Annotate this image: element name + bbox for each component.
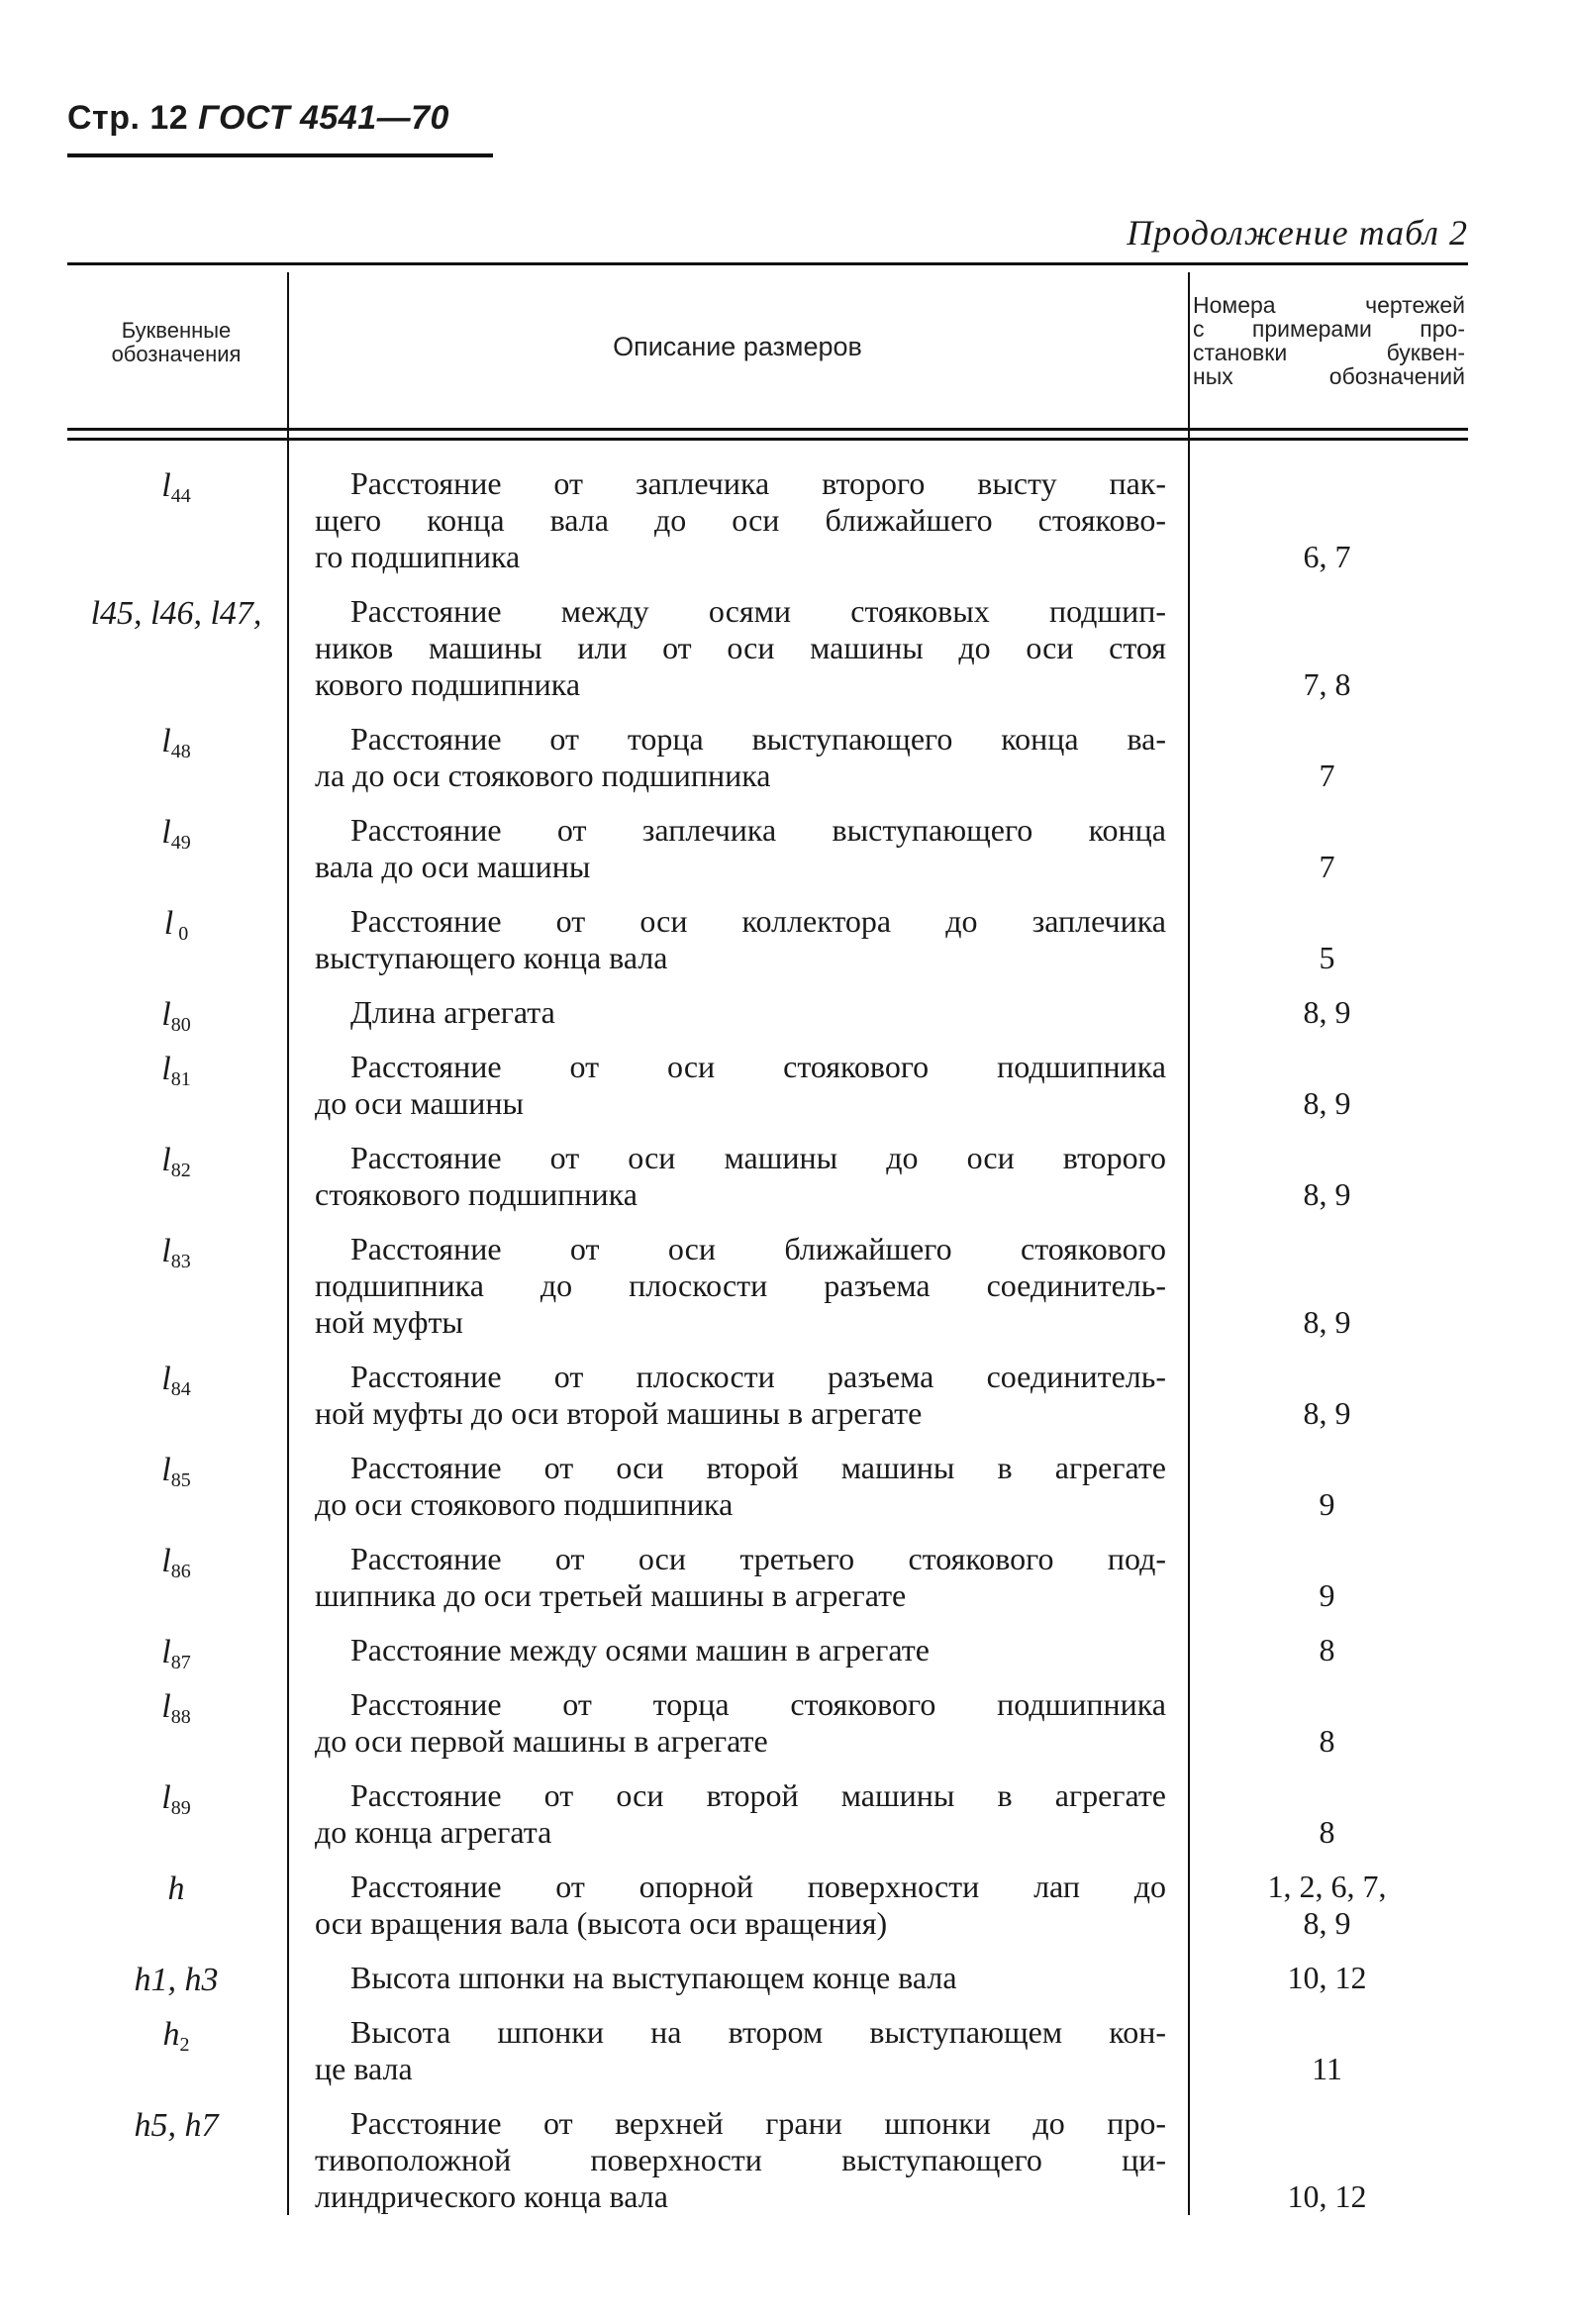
drawing-numbers: 11 <box>1312 2051 1342 2086</box>
header-line: ных обозначений <box>1193 363 1465 389</box>
table-row <box>67 903 1468 976</box>
table-continuation-caption: Продолжение табл 2 <box>1127 213 1468 253</box>
drawing-numbers-cell <box>1191 1304 1463 1341</box>
description-line: линдрического конца вала <box>315 2178 668 2214</box>
table-row <box>67 721 1468 794</box>
symbol-cell <box>67 905 285 946</box>
description-line: Расстояние от оси второй машины в агрегате <box>350 1777 1166 1813</box>
drawing-numbers: 10, 12 <box>1287 2178 1367 2214</box>
symbol-letter: l <box>161 1452 171 1488</box>
description-line: тивоположной поверхности выступающего ци- <box>315 2142 1166 2177</box>
symbol-cell <box>67 1233 285 1273</box>
description-cell <box>315 721 1166 794</box>
table-row <box>67 593 1468 703</box>
description-line: Высота шпонки на втором выступающем кон- <box>350 2014 1166 2050</box>
symbol-letter: h <box>167 1870 185 1907</box>
table-row <box>67 2014 1468 2087</box>
description-cell <box>315 1777 1166 1851</box>
description-line: до конца агрегата <box>315 1814 552 1850</box>
symbol-subscript: 84 <box>170 1378 191 1400</box>
table-row <box>67 1869 1468 1942</box>
description-line: ла до оси стоякового подшипника <box>315 758 771 793</box>
drawing-numbers-cell <box>1191 1577 1463 1614</box>
description-line: Высота шпонки на выступающем конце вала <box>350 1960 957 1995</box>
drawing-numbers-cell <box>1191 1723 1463 1760</box>
header-line: обозначения <box>111 342 242 366</box>
description-line: до оси стоякового подшипника <box>315 1486 734 1522</box>
header-line: с примерами про- <box>1193 316 1465 342</box>
standard-number: ГОСТ 4541—70 <box>198 99 449 137</box>
drawing-numbers-cell <box>1191 1395 1463 1432</box>
symbol-cell <box>67 1361 285 1401</box>
drawing-numbers: 9 <box>1319 1486 1335 1522</box>
symbol-letter: l <box>163 905 174 942</box>
symbol-subscript: 89 <box>170 1797 191 1819</box>
description-line: Расстояние от оси третьего стоякового под- <box>350 1541 1166 1576</box>
drawing-numbers-cell <box>1191 1960 1463 1996</box>
symbol-cell <box>67 1779 285 1820</box>
table-row <box>67 994 1468 1036</box>
description-line: Расстояние от заплечика второго высту пак- <box>350 465 1166 501</box>
drawing-numbers-cell <box>1191 1486 1463 1523</box>
table-body <box>67 465 1468 2233</box>
drawing-numbers: 7, 8 <box>1303 666 1351 702</box>
description-cell <box>315 812 1166 885</box>
drawing-numbers: 8, 9 <box>1303 1395 1351 1431</box>
symbol-subscript: 2 <box>179 2034 190 2056</box>
symbol-cell <box>67 1688 285 1729</box>
symbol-letter: l <box>161 1688 171 1725</box>
symbol-subscript: 80 <box>170 1014 191 1036</box>
symbol-letter: l <box>161 723 171 759</box>
drawing-numbers: 10, 12 <box>1287 1960 1367 1995</box>
description-line: ной муфты <box>315 1304 463 1340</box>
description-cell <box>315 1686 1166 1760</box>
description-cell <box>315 1960 1166 1996</box>
symbol-letter: l45, l46, l47, <box>90 595 262 632</box>
drawing-numbers-cell <box>1191 1632 1463 1668</box>
symbol-subscript: 85 <box>170 1469 191 1491</box>
table-row <box>67 1632 1468 1673</box>
table-row <box>67 1450 1468 1523</box>
symbol-cell <box>67 1142 285 1182</box>
symbol-subscript: 48 <box>170 741 191 762</box>
description-line: ной муфты до оси второй машины в агрегате <box>315 1395 923 1431</box>
symbol-cell <box>67 1543 285 1583</box>
description-line: Длина агрегата <box>350 994 555 1030</box>
drawing-numbers-cell <box>1191 994 1463 1031</box>
symbol-letter: l <box>161 1543 171 1579</box>
symbol-letter: l <box>161 996 171 1033</box>
drawing-numbers: 9 <box>1319 1577 1335 1613</box>
drawing-numbers-cell <box>1191 539 1463 575</box>
symbol-cell <box>67 996 285 1037</box>
description-line: кового подшипника <box>315 666 581 702</box>
drawing-numbers-cell <box>1191 758 1463 794</box>
drawing-numbers: 8, 9 <box>1303 994 1351 1030</box>
description-cell <box>315 465 1166 575</box>
drawing-numbers-cell <box>1191 849 1463 885</box>
symbol-letter: l <box>161 1142 171 1178</box>
symbol-letter: h <box>162 2016 180 2053</box>
drawing-numbers: 5 <box>1319 940 1335 975</box>
table-row <box>67 1960 1468 1996</box>
symbol-letter: l <box>161 814 171 851</box>
drawing-numbers-cell <box>1191 666 1463 703</box>
description-line: Расстояние от оси стоякового подшипника <box>350 1049 1166 1084</box>
symbol-subscript: 82 <box>170 1160 191 1181</box>
drawing-numbers: 8 <box>1319 1723 1335 1759</box>
description-line: выступающего конца вала <box>315 940 668 975</box>
description-line: шипника до оси третьей машины в агрегате <box>315 1577 907 1613</box>
drawing-numbers-cell <box>1191 1085 1463 1122</box>
symbol-cell <box>67 814 285 855</box>
table-header-rule <box>67 428 1468 431</box>
description-line: Расстояние от заплечика выступающего конца <box>350 812 1166 848</box>
table-row <box>67 1231 1468 1341</box>
drawing-numbers: 1, 2, 6, 7, <box>1267 1869 1387 1904</box>
symbol-cell <box>67 723 285 763</box>
description-line: Расстояние от оси коллектора до заплечика <box>350 903 1166 939</box>
column-header-description: Описание размеров <box>613 332 862 361</box>
symbol-letter: l <box>161 1634 171 1670</box>
symbol-letter: l <box>161 1051 171 1087</box>
symbol-letter: l <box>161 467 171 504</box>
symbol-cell <box>67 2016 285 2057</box>
description-cell <box>315 903 1166 976</box>
symbol-subscript: 44 <box>170 485 191 507</box>
description-cell <box>315 593 1166 703</box>
table-row <box>67 1541 1468 1614</box>
drawing-numbers: 7 <box>1319 849 1335 884</box>
header-line: Буквенные <box>121 318 232 343</box>
drawing-numbers-cell <box>1191 2051 1463 2087</box>
drawing-numbers-cell <box>1191 2178 1463 2215</box>
symbol-letter: h5, h7 <box>134 2107 219 2144</box>
drawing-numbers-cell <box>1191 1814 1463 1851</box>
description-cell <box>315 1359 1166 1432</box>
description-line: це вала <box>315 2051 413 2086</box>
description-cell <box>315 2014 1166 2087</box>
header-line: становки буквен- <box>1193 340 1465 365</box>
description-line: го подшипника <box>315 539 521 574</box>
description-line: до оси машины <box>315 1085 525 1121</box>
description-line: подшипника до плоскости разъема соединитель- <box>315 1267 1166 1303</box>
symbol-cell <box>67 467 285 508</box>
header-rule <box>67 153 493 157</box>
table-header-rule-double <box>67 438 1468 441</box>
symbol-cell <box>67 1452 285 1492</box>
description-line: Расстояние от верхней грани шпонки до про- <box>350 2105 1166 2141</box>
description-cell <box>315 1450 1166 1523</box>
page-header <box>67 99 449 138</box>
table-row <box>67 2105 1468 2215</box>
table-row <box>67 1359 1468 1432</box>
description-line: Расстояние от плоскости разъема соединитель- <box>350 1359 1166 1394</box>
description-line: Расстояние от торца выступающего конца ва- <box>350 721 1166 757</box>
drawing-numbers: 8 <box>1319 1632 1335 1667</box>
table-row <box>67 812 1468 885</box>
description-cell <box>315 1632 1166 1668</box>
header-line: Номера чертежей <box>1193 292 1465 318</box>
symbol-cell <box>67 1962 285 1999</box>
drawing-numbers: 8, 9 <box>1303 1176 1351 1212</box>
column-header-symbols <box>67 319 285 366</box>
drawing-numbers: 6, 7 <box>1303 539 1351 574</box>
description-cell <box>315 1231 1166 1341</box>
description-line: Расстояние между осями стояковых подшип- <box>350 593 1166 629</box>
description-line: Расстояние от опорной поверхности лап до <box>350 1869 1166 1904</box>
description-line: щего конца вала до оси ближайшего стояково- <box>315 502 1166 538</box>
symbol-subscript: 83 <box>170 1251 191 1272</box>
description-cell <box>315 1049 1166 1122</box>
drawing-numbers: 8 <box>1319 1814 1335 1850</box>
symbol-subscript: 86 <box>170 1561 191 1582</box>
table-row <box>67 465 1468 575</box>
symbol-letter: l <box>161 1233 171 1269</box>
symbol-subscript: 49 <box>170 832 191 854</box>
description-cell <box>315 1869 1166 1942</box>
table-top-rule <box>67 262 1468 265</box>
symbol-subscript: 88 <box>170 1706 191 1728</box>
symbol-subscript: 81 <box>170 1068 191 1090</box>
drawing-numbers-cell <box>1191 1869 1463 1942</box>
drawing-numbers: 8, 9 <box>1303 1905 1351 1941</box>
symbol-cell <box>67 1634 285 1674</box>
symbol-letter: h1, h3 <box>134 1962 219 1998</box>
description-line: Расстояние от оси второй машины в агрегате <box>350 1450 1166 1485</box>
table-row <box>67 1049 1468 1122</box>
description-line: оси вращения вала (высота оси вращения) <box>315 1905 888 1941</box>
description-line: до оси первой машины в агрегате <box>315 1723 768 1759</box>
page-number: Стр. 12 <box>67 99 189 137</box>
symbol-cell <box>67 1051 285 1091</box>
symbol-subscript: 87 <box>170 1652 191 1673</box>
drawing-numbers-cell <box>1191 1176 1463 1213</box>
description-line: Расстояние от торца стоякового подшипника <box>350 1686 1166 1722</box>
description-line: Расстояние от оси машины до оси второго <box>350 1140 1166 1175</box>
drawing-numbers: 8, 9 <box>1303 1085 1351 1121</box>
drawing-numbers: 8, 9 <box>1303 1304 1351 1340</box>
symbol-cell <box>67 2107 285 2145</box>
symbol-cell <box>67 1870 285 1908</box>
description-cell <box>315 1541 1166 1614</box>
symbol-letter: l <box>161 1361 171 1397</box>
description-cell <box>315 1140 1166 1213</box>
description-cell <box>315 2105 1166 2215</box>
table-row <box>67 1686 1468 1760</box>
description-line: ников машины или от оси машины до оси стоя <box>315 630 1166 665</box>
description-line: вала до оси машины <box>315 849 591 884</box>
description-line: Расстояние от оси ближайшего стоякового <box>350 1231 1166 1266</box>
drawing-numbers-cell <box>1191 940 1463 976</box>
column-header-drawings <box>1193 293 1465 388</box>
table-row <box>67 1140 1468 1213</box>
symbol-cell <box>67 595 285 633</box>
table-row <box>67 1777 1468 1851</box>
description-line: стоякового подшипника <box>315 1176 638 1212</box>
drawing-numbers: 7 <box>1319 758 1335 793</box>
description-cell <box>315 994 1166 1031</box>
symbol-letter: l <box>161 1779 171 1816</box>
description-line: Расстояние между осями машин в агрегате <box>350 1632 930 1667</box>
symbol-subscript: 0 <box>173 923 189 945</box>
